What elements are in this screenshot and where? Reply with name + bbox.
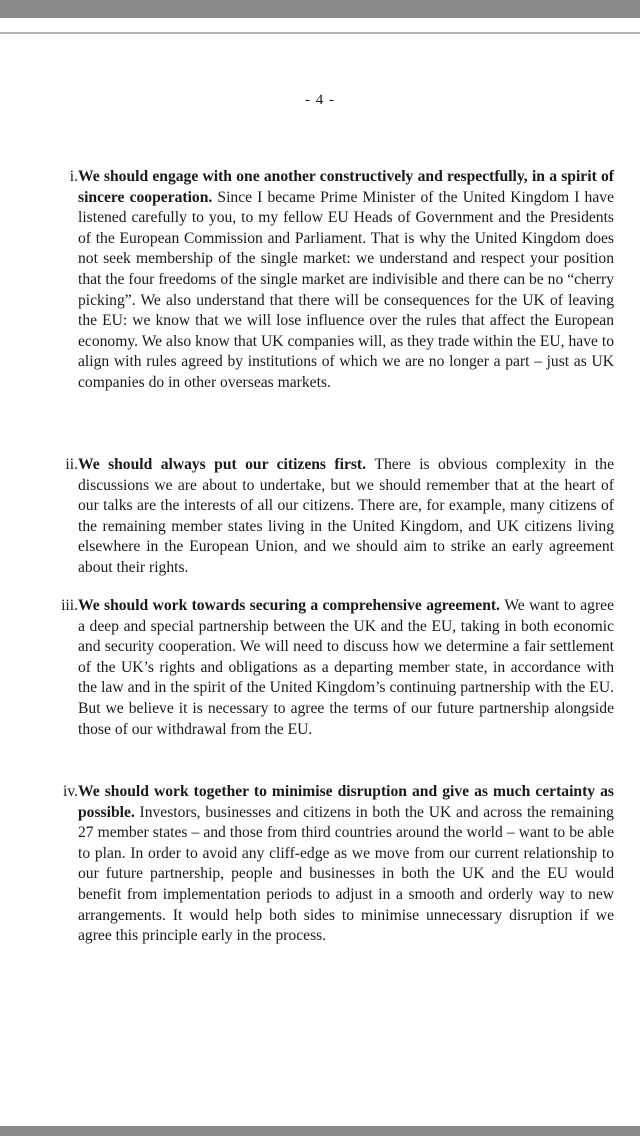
list-item [40,782,614,947]
page-number: - 4 - [305,92,335,108]
item-text: Since I became Prime Minister of the United Kingdom I have listened carefully to you, to my fellow EU Heads of Government and the Presidents of the European Commission and Parliament. That is why the United Kingdom does not seek membership of the single market: we understand and respect your position that the four freedoms of the single market are indivisible and there can be no “cherry picking”. We also understand that there will be consequences for the UK of leaving the EU: we know that we will lose influence over the rules that affect the European economy. We also know that UK companies will, as they trade within the EU, have to align with rules agreed by institutions of which we are no longer a part – just as UK companies do in other overseas markets. [78,188,614,391]
item-body [78,782,614,947]
item-lead: We should engage with one another constructively and respectfully, in a spirit of sincere cooperation. [78,168,614,206]
item-lead: We should work together to minimise disruption and give as much certainty as possible. [78,783,614,821]
item-numeral: i. [69,168,78,185]
item-text: Investors, businesses and citizens in both the UK and across the remaining 27 member states – and those from third countries around the world – want to be able to plan. In order to avoid any cliff-edge as we move from our current relationship to our future partnership, people and businesses in both the UK and the EU would benefit from implementation periods to adjust in a smooth and orderly way to new arrangements. It would help both sides to minimise unnecessary disruption if we agree this principle early in the process. [78,803,614,945]
top-border-bar [0,0,640,18]
item-text: We want to agree a deep and special partnership between the UK and the EU, taking in both economic and security cooperation. We will need to discuss how we determine a fair settlement of the UK’s rights and obligations as a departing member state, in accordance with the law and in the spirit of the United Kingdom’s continuing partnership with the EU. But we believe it is necessary to agree the terms of our future partnership alongside those of our withdrawal from the EU. [78,597,615,738]
top-divider-line [0,32,640,34]
item-body [78,455,614,579]
item-numeral: iii. [61,597,78,614]
item-lead: We should work towards securing a comprehensive agreement. [78,597,505,614]
item-numeral: iv. [62,783,78,800]
item-lead: We should always put our citizens first. [78,456,375,473]
list-item [40,596,614,740]
item-body [78,596,614,740]
item-body [78,167,614,394]
bottom-border-bar [0,1126,640,1136]
list-item [40,167,614,394]
item-text: There is obvious complexity in the discussions we are about to undertake, but we should remember that at the heart of our talks are the interests of all our citizens. There are, for example, many citizens of the remaining member states living in the United Kingdom, and UK citizens living elsewhere in the European Union, and we should aim to strike an early agreement about their rights. [78,456,614,576]
item-numeral: ii. [65,456,78,473]
list-item [40,455,614,579]
